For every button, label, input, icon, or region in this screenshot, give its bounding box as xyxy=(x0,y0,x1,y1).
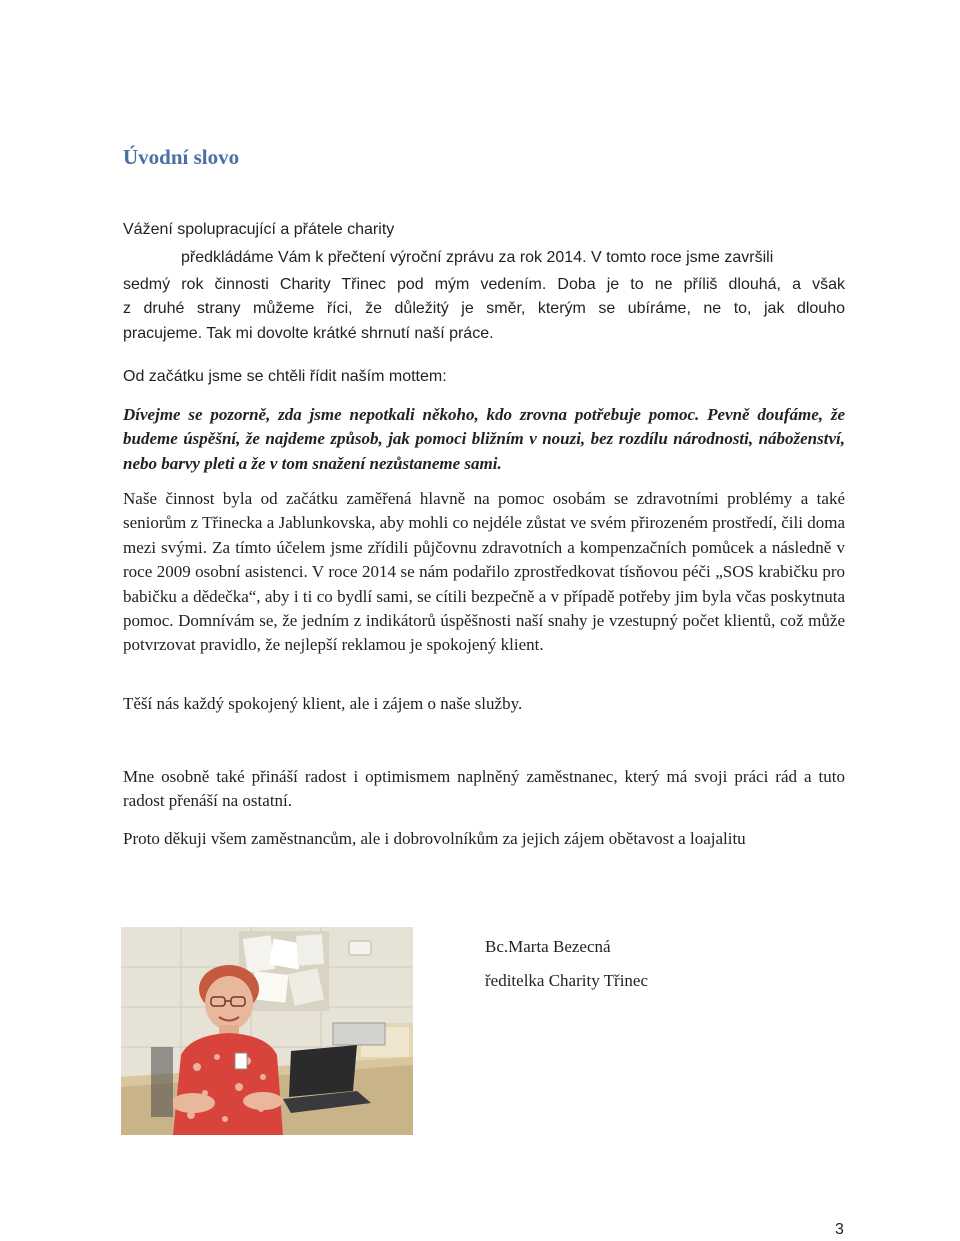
motto-intro: Od začátku jsme se chtěli řídit naším mottem: xyxy=(123,368,447,385)
director-photo xyxy=(121,927,413,1135)
paragraph-activities: Naše činnost byla od začátku zaměřená hlavně na pomoc osobám se zdravotními problémy a také seniorům z Třinecka a Jablunkovska, aby mohli co nejdéle zůstat ve svém přirozeném prostředí, čili doma mezi svými. Za tímto účelem jsme zřídili půjčovnu zdravotních a kompenzačních pomůcek a následně v roce 2009 osobní asistenci. V roce 2014 se nám podařilo zprostředkovat tísňovou péči „SOS krabičku pro babičku a dědečka“, aby i ti co bydlí sami, se cítili bezpečně a v případě potřeby jim byla včas poskytnuta pomoc. Domnívám se, že jedním z indikátorů úspěšnosti naší snahy je vzestupný počet klientů, což může potvrzovat pravidlo, že nejlepší reklamou je spokojený klient. xyxy=(123,489,845,655)
paragraph-employees: Mne osobně také přináší radost i optimismem naplněný zaměstnanec, který má svoji práci rád a tuto radost přenáší na ostatní. xyxy=(123,767,845,811)
signature-name: Bc.Marta Bezecná xyxy=(485,937,611,956)
paragraph-satisfaction: Těší nás každý spokojený klient, ale i zájem o naše služby. xyxy=(123,694,523,713)
greeting-line: Vážení spolupracující a přátele charity xyxy=(123,221,395,238)
intro-line-2: sedmý rok činnosti Charity Třinec pod mým vedením. Doba je to ne příliš dlouhá, a však xyxy=(123,276,845,293)
intro-line-1: předkládáme Vám k přečtení výroční zprávu za rok 2014. V tomto roce jsme završili xyxy=(181,249,774,266)
motto-text: Dívejme se pozorně, zda jsme nepotkali někoho, kdo zrovna potřebuje pomoc. Pevně doufáme, že budeme úspěšní, že najdeme způsob, jak pomoci bližním v nouzi, bez rozdílu národnosti, náboženství, nebo barvy pleti a že v tom snažení nezůstaneme sami. xyxy=(123,405,845,473)
paragraph-thanks: Proto děkuji všem zaměstnancům, ale i dobrovolníkům za jejich zájem obětavost a loajalitu xyxy=(123,829,746,848)
signature-role: ředitelka Charity Třinec xyxy=(485,971,649,990)
intro-line-3: z druhé strany můžeme říci, že důležitý je směr, kterým se ubíráme, ne to, jak dlouho xyxy=(123,300,845,318)
intro-paragraph xyxy=(123,273,845,346)
intro-line-4: pracujeme. Tak mi dovolte krátké shrnutí naší práce. xyxy=(123,324,494,342)
page-title: Úvodní slovo xyxy=(123,145,240,169)
page-number: 3 xyxy=(835,1221,844,1238)
